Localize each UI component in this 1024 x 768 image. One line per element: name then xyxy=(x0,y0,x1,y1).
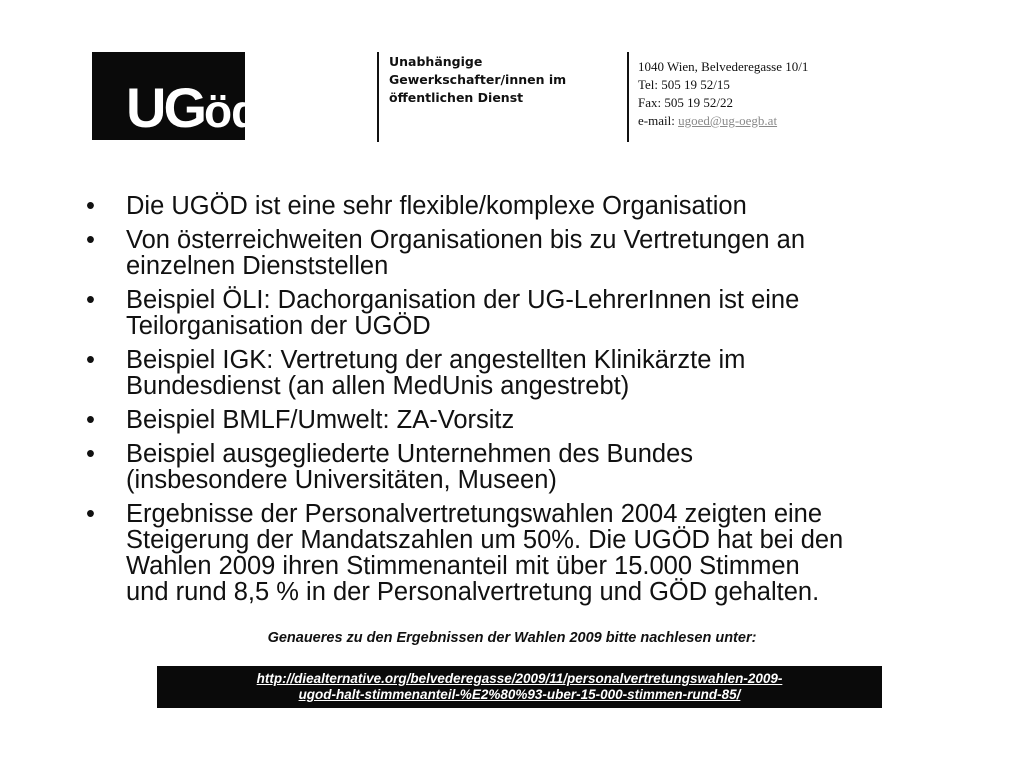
contact-email-row xyxy=(638,112,878,130)
bullet-symbol: • xyxy=(86,286,95,314)
bullet-line: Wahlen 2009 ihren Stimmenanteil mit über 15.000 Stimmen xyxy=(126,552,800,580)
ugoed-logo xyxy=(92,52,259,140)
bullet-symbol: • xyxy=(86,406,95,434)
bullet-symbol: • xyxy=(86,226,95,254)
bullet-symbol: • xyxy=(86,192,95,220)
logo-text-suffix: öd xyxy=(204,85,259,137)
bullet-symbol: • xyxy=(86,500,95,528)
logo-text xyxy=(126,76,259,139)
bullet-line: Die UGÖD ist eine sehr flexible/komplexe Organisation xyxy=(126,192,747,220)
bullet-item xyxy=(86,501,966,605)
contact-info xyxy=(638,58,878,130)
results-link-box[interactable] xyxy=(157,666,882,708)
bullet-line: Beispiel ausgegliederte Unternehmen des Bundes xyxy=(126,440,694,468)
bullet-symbol: • xyxy=(86,346,95,374)
bullet-line: Teilorganisation der UGÖD xyxy=(126,312,431,340)
bullet-line: Beispiel ÖLI: Dachorganisation der UG-LehrerInnen ist eine xyxy=(126,286,800,314)
contact-fax: Fax: 505 19 52/22 xyxy=(638,95,733,110)
bullet-line: (insbesondere Universitäten, Museen) xyxy=(126,466,557,494)
bullet-line: Bundesdienst (an allen MedUnis angestrebt) xyxy=(126,372,630,400)
contact-email-label: e-mail: xyxy=(638,113,679,128)
bullet-line: Ergebnisse der Personalvertretungswahlen 2004 zeigten eine xyxy=(126,500,823,528)
organization-name xyxy=(389,53,619,107)
bullet-line: Beispiel IGK: Vertretung der angestellten Klinikärzte im xyxy=(126,346,746,374)
header-divider-right xyxy=(627,52,629,142)
header-divider-left xyxy=(377,52,379,142)
contact-tel: Tel: 505 19 52/15 xyxy=(638,77,730,92)
contact-email-link[interactable]: ugoed@ug-oegb.at xyxy=(678,113,778,128)
bullet-item xyxy=(86,347,966,399)
results-link-line-2[interactable]: ugod-halt-stimmenanteil-%E2%80%93-uber-15-000-stimmen-rund-85/ xyxy=(298,687,741,702)
bullet-item xyxy=(86,227,966,279)
contact-address: 1040 Wien, Belvederegasse 10/1 xyxy=(638,59,809,74)
bullet-list xyxy=(86,193,966,613)
bullet-line: Steigerung der Mandatszahlen um 50%. Die UGÖD hat bei den xyxy=(126,526,844,554)
results-link-line-1[interactable]: http://diealternative.org/belvederegasse/2009/11/personalvertretungswahlen-2009- xyxy=(256,671,783,686)
bullet-line: und rund 8,5 % in der Personalvertretung und GÖD gehalten. xyxy=(126,578,820,606)
bullet-item xyxy=(86,407,966,433)
bullet-item xyxy=(86,193,966,219)
bullet-line: einzelnen Dienststellen xyxy=(126,252,389,280)
org-name-line: Gewerkschafter/innen im xyxy=(389,72,567,87)
bullet-item xyxy=(86,441,966,493)
results-note: Genaueres zu den Ergebnissen der Wahlen 2009 bitte nachlesen unter: xyxy=(267,630,757,646)
org-name-line: öffentlichen Dienst xyxy=(389,90,524,105)
logo-text-main: UG xyxy=(126,76,204,139)
bullet-line: Von österreichweiten Organisationen bis zu Vertretungen an xyxy=(126,226,806,254)
org-name-line: Unabhängige xyxy=(389,54,483,69)
bullet-line: Beispiel BMLF/Umwelt: ZA-Vorsitz xyxy=(126,406,515,434)
bullet-symbol: • xyxy=(86,440,95,468)
bullet-item xyxy=(86,287,966,339)
